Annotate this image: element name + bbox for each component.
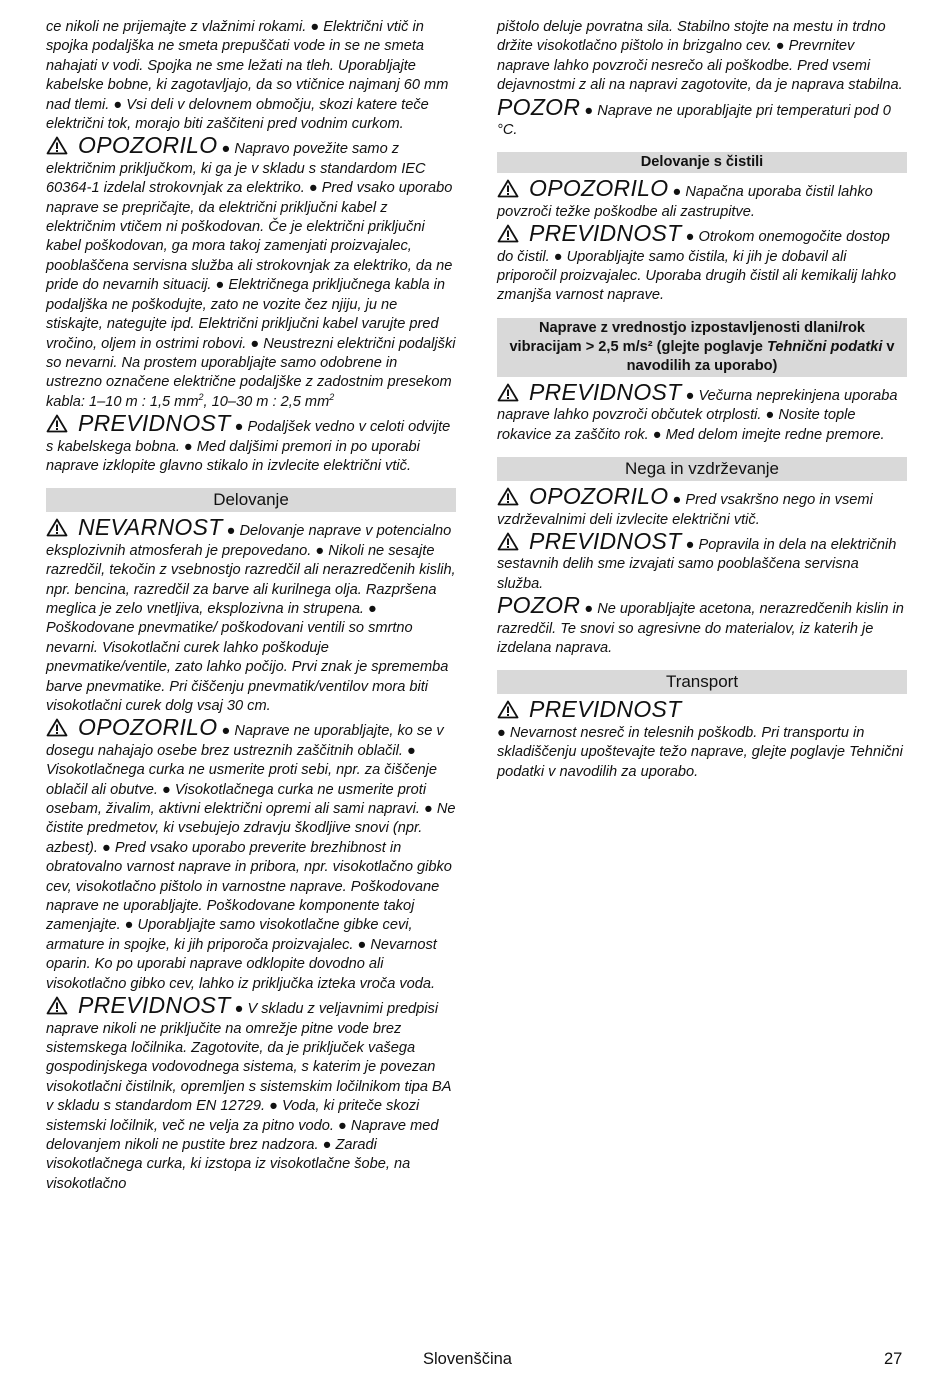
warning-triangle-icon xyxy=(46,518,68,537)
signal-word: NEVARNOST xyxy=(78,514,223,541)
heading-part: v navodilih za uporabo) xyxy=(626,338,895,374)
warning-text: ● Napravo povežite samo z električnim priključkom, ki ga je v skladu s standardom IEC 60364-1 izdelal strokovnjak za elektriko. ● Pred vsako uporabo naprave se prepričajte, da električni priključni kabel z električnim vtičem ni poškodovan. Če je električni priključni kabel poškodovan, ga mora takoj zamenjati proizvajalec, pooblaščena servisna služba ali strokovnjak za elektriko, da ne pride do nevarnih situacij. ● Električnega priključnega kabla in podaljška ne poškodujte, zato ne vozite čez njiju, ju ne stiskajte, nategujte ipd. Električni priključni kabel varujte pred vročino, oljem in ostrimi robovi. ● Neustrezni električni podaljški so nevarni. Na prostem uporabljajte samo odobrene in ustrezno označene električne podaljške z zadostnim presekom kabla: 1–10 m : 1,5 mm xyxy=(46,141,456,410)
warning-triangle-icon xyxy=(497,532,519,551)
warning-text: ● V skladu z veljavnimi predpisi naprave nikoli ne priključite na omrežje pitne vode brez sistemskega ločilnika. Zagotovite, da je priključek vašega gospodinjskega vodovodnega sistema, s katerim je povezan visokotlačni čistilnik, opremljen s sistemskim ločilnikom tipa BA v skladu s standardom EN 12729. ● Voda, ki priteče skozi sistemski ločilnik, več ne velja za pitno vodo. ● Naprave med delovanjem nikoli ne pustite brez nadzora. ● Zaradi visokotlačnega curka, ki izstopa iz visokotlačne šobe, na visokotlačno xyxy=(46,1001,451,1192)
signal-word: OPOZORILO xyxy=(78,714,218,741)
warning-block xyxy=(46,132,456,412)
warning-triangle-icon xyxy=(46,718,68,737)
warning-block xyxy=(497,483,907,530)
warning-text: ● Nevarnost nesreč in telesnih poškodb. Pri transportu in skladiščenju upoštevajte težo naprave, glejte poglavje Tehnični podatki v navodilih za uporabo. xyxy=(497,724,903,780)
warning-triangle-icon xyxy=(497,224,519,243)
section-heading: Transport xyxy=(497,670,907,694)
warning-text: ● Večurna neprekinjena uporaba naprave lahko povzroči občutek otrplosti. ● Nosite tople rokavice za zaščito rok. ● Med delom imejte redne premore. xyxy=(497,387,898,443)
heading-part: Naprave z vrednostjo izpostavljenosti dlani/rok vibracijam > 2,5 m/s² (glejte poglavje xyxy=(509,319,865,355)
warning-triangle-icon xyxy=(497,700,519,719)
signal-word: POZOR xyxy=(497,93,581,120)
paragraph: pištolo deluje povratna sila. Stabilno stojte na mestu in trdno držite visokotlačno pištolo in brizgalno cev. ● Prevrnitev naprave lahko povzroči nesrečo ali poškodbe. Pred vsemi dejavnostmi z ali na napravi zagotovite, da je naprava stabilna. xyxy=(497,19,903,94)
warning-block xyxy=(497,696,907,782)
footer-language: Slovenščina xyxy=(423,1350,512,1368)
section-heading: Delovanje s čistili xyxy=(497,152,907,173)
page-number: 27 xyxy=(884,1350,903,1368)
warning-triangle-icon xyxy=(46,136,68,155)
superscript: 2 xyxy=(198,391,204,402)
caution-block xyxy=(497,592,907,658)
warning-triangle-icon xyxy=(497,179,519,198)
warning-triangle-icon xyxy=(497,487,519,506)
warning-block xyxy=(497,378,907,445)
warning-triangle-icon xyxy=(46,414,68,433)
warning-text: ● Naprave ne uporabljajte, ko se v dosegu nahajajo osebe brez ustreznih zaščitnih oblačil. ● Visokotlačnega curka ne usmerite proti sebi, npr. za čiščenje oblačil ali obutve. ● Visokotlačnega curka ne usmerite proti osebam, živalim, aktivni električni opremi ali sami napravi. ● Ne čistite predmetov, ki vsebujejo zdravju škodljive snovi (npr. azbest). ● Pred vsako uporabo preverite brezhibnost in obratovalno varnost naprave in pribora, npr. visokotlačno gibko cev, visokotlačno pištolo in varnostne naprave. Poškodovane naprave ne uporabljajte. Poškodovane komponente takoj zamenjajte. ● Uporabljajte samo visokotlačne gibke cevi, armature in spojke, ki jih priporoča proizvajalec. ● Nevarnost oparin. Ko po uporabi naprave odklopite dovodno ali visokotlačno gibko cev, lahko iz priključka izteka vroča voda. xyxy=(46,723,456,992)
right-column xyxy=(497,18,907,784)
warning-text: , 10–30 m : 2,5 mm xyxy=(203,393,330,410)
caution-block xyxy=(497,93,907,141)
signal-word: OPOZORILO xyxy=(529,175,669,202)
signal-word: PREVIDNOST xyxy=(529,527,682,554)
warning-block xyxy=(46,992,456,1194)
caution-text: ● Ne uporabljajte acetona, nerazredčenih kislin in razredčil. Te snovi so agresivne do materialov, iz katerih je izdelana naprava. xyxy=(497,601,904,656)
warning-block xyxy=(46,514,456,716)
warning-block xyxy=(46,714,456,994)
warning-block xyxy=(497,527,907,594)
warning-block xyxy=(497,175,907,222)
warning-text: ● Podaljšek vedno v celoti odvijte s kabelskega bobna. ● Med daljšimi premori in po uporabi naprave izklopite glavno stikalo in izvlecite električni vtič. xyxy=(46,419,451,474)
warning-block xyxy=(46,410,456,476)
paragraph: ce nikoli ne prijemajte z vlažnimi rokami. ● Električni vtič in spojka podaljška ne smeta prepuščati vode in se ne smeta nahajati v vodi. Spojka ne sme ležati na tleh. Uporabljajte kabelske bobne, ki zagotavljajo, da so vtičnice najmanj 60 mm nad tlemi. ● Vsi deli v delovnem območju, skozi katere teče električni tok, morajo biti zaščiteni pred vodnim curkom. xyxy=(46,19,449,133)
left-column xyxy=(46,18,456,1196)
superscript: 2 xyxy=(329,391,335,402)
warning-text: ● Delovanje naprave v potencialno eksplozivnih atmosferah je prepovedano. ● Nikoli ne sesajte razredčil, tekočin z vsebnostjo razredčil ali nerazredčenih kislih, npr. bencina, razredčil za barve ali kurilnega olja. Razpršena meglica je zelo vnetljiva, eksplozivna in strupena. ● Poškodovane pnevmatike/ poškodovani ventili so smrtno nevarni. Visokotlačni curek lahko poškoduje pnevmatike/ventile, zato lahko počijo. Prvi znak je sprememba barve pnevmatike. Pri čiščenju pnevmatik/ventilov mora biti visokotlačni curek dolg vsaj 30 cm. xyxy=(46,523,456,714)
warning-triangle-icon xyxy=(46,996,68,1015)
section-heading: Delovanje xyxy=(46,488,456,512)
section-heading xyxy=(497,318,907,377)
signal-word: PREVIDNOST xyxy=(529,378,682,405)
caution-text: ● Naprave ne uporabljajte pri temperaturi pod 0 °C. xyxy=(497,102,891,139)
signal-word: OPOZORILO xyxy=(78,132,218,159)
signal-word: PREVIDNOST xyxy=(78,410,231,437)
signal-word: OPOZORILO xyxy=(529,483,669,510)
warning-text: ● Popravila in dela na električnih sestavnih delih sme izvajati samo pooblaščena servisna služba. xyxy=(497,536,897,592)
warning-text: ● Otrokom onemogočite dostop do čistil. ● Uporabljajte samo čistila, ki jih je dobavil ali priporočil proizvajalec. Uporaba drugih čistil ali kemikalij lahko zmanjša varnost naprave. xyxy=(497,229,897,304)
warning-text: ● Napačna uporaba čistil lahko povzroči težke poškodbe ali zastrupitve. xyxy=(497,184,873,220)
signal-word: PREVIDNOST xyxy=(529,220,682,247)
signal-word: PREVIDNOST xyxy=(529,696,682,723)
warning-triangle-icon xyxy=(497,383,519,402)
signal-word: PREVIDNOST xyxy=(78,992,231,1019)
section-heading: Nega in vzdrževanje xyxy=(497,457,907,481)
signal-word: POZOR xyxy=(497,592,581,619)
heading-emphasis: Tehnični podatki xyxy=(766,338,883,355)
warning-text: ● Pred vsakršno nego in vsemi vzdrževalnimi deli izvlecite električni vtič. xyxy=(497,492,873,528)
warning-block xyxy=(497,220,907,306)
